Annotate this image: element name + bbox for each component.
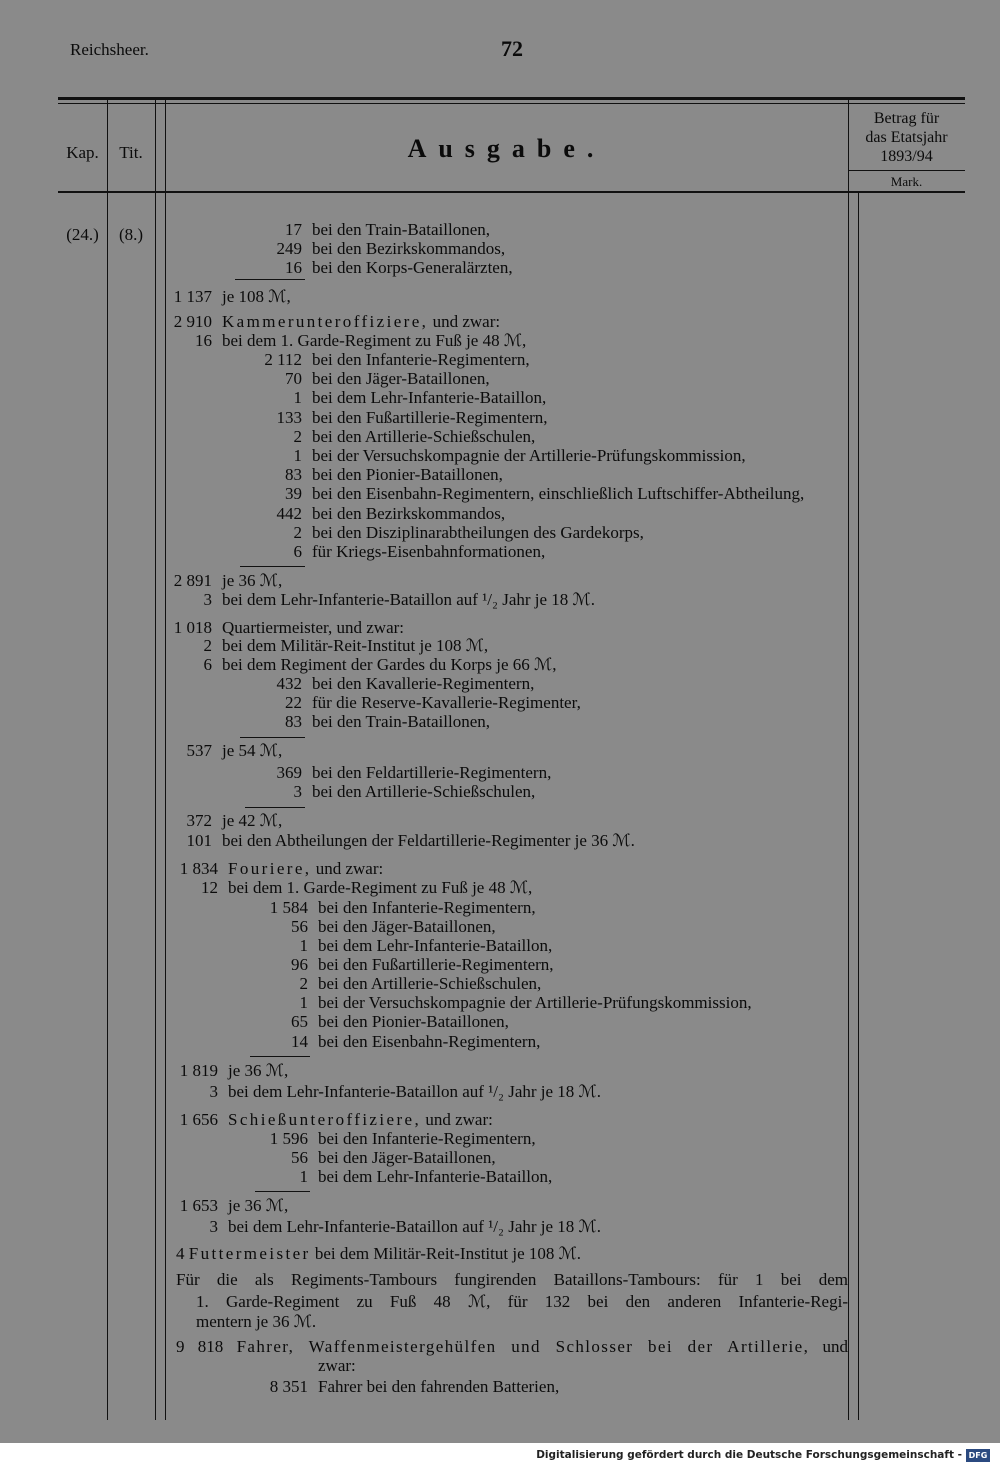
row-text: bei dem Lehr-Infanterie-Bataillon,: [318, 936, 553, 955]
row-text: bei den Artillerie-Schießschulen,: [318, 974, 542, 993]
row-count: 12: [201, 878, 218, 897]
page-number: 72: [501, 36, 523, 61]
row-text: bei dem 1. Garde-Regiment zu Fuß je 48 ℳ,: [228, 878, 533, 897]
row-heading: Schießunteroffiziere,: [228, 1110, 422, 1129]
titel-number: (8.): [118, 225, 144, 244]
row-count: 6: [203, 655, 212, 674]
row-count: 96: [291, 955, 308, 974]
subtotal-rule: [240, 566, 305, 567]
row-text: bei dem Militär-Reit-Institut je 108 ℳ.: [314, 1244, 582, 1263]
table-row: [165, 287, 291, 306]
row-count: 83: [285, 712, 302, 731]
table-row: [165, 674, 534, 693]
row-text: bei der Versuchskompagnie der Artillerie-Prüfungskommission,: [312, 446, 746, 465]
table-row: [165, 571, 282, 590]
row-count: 9 818: [176, 1337, 224, 1356]
tambours-paragraph-line: Für die als Regiments-Tambours fungirenden Bataillons-Tambours: für 1 bei dem: [176, 1270, 848, 1289]
row-heading: Fahrer, Waffenmeistergehülfen und Schlosser bei der Artillerie,: [236, 1337, 810, 1356]
row-text: bei dem Militär-Reit-Institut je 108 ℳ,: [222, 636, 489, 655]
subtotal-rule: [245, 807, 305, 808]
table-row: [165, 618, 404, 637]
row-count: 1 584: [269, 898, 308, 917]
row-count: 1 018: [173, 618, 212, 637]
row-text: bei den Abtheilungen der Feldartillerie-Regimenter je 36 ℳ.: [222, 831, 635, 850]
row-text: bei den Artillerie-Schießschulen,: [312, 782, 536, 801]
table-row: [165, 917, 496, 936]
row-text: bei den Jäger-Bataillonen,: [318, 917, 496, 936]
row-count: 16: [285, 258, 302, 277]
table-row: [165, 712, 490, 731]
column-divider-kap: [107, 100, 108, 1420]
row-count: 83: [285, 465, 302, 484]
column-header-unit: Mark.: [890, 174, 923, 189]
row-count: 8 351: [269, 1377, 308, 1396]
row-count: 56: [291, 917, 308, 936]
table-row: [176, 1337, 848, 1356]
table-row: [165, 693, 581, 712]
row-count: 1 656: [179, 1110, 218, 1129]
row-text: bei den Fußartillerie-Regimentern,: [318, 955, 554, 974]
row-count: 2 891: [173, 571, 212, 590]
row-count: 1 137: [173, 287, 212, 306]
table-row: [165, 831, 635, 850]
table-row: [165, 1167, 552, 1186]
table-row: [165, 258, 513, 277]
row-text: je 108 ℳ,: [222, 287, 291, 306]
table-row: [165, 446, 746, 465]
digitization-credit: Digitalisierung gefördert durch die Deutsche Forschungsgemeinschaft -: [536, 1449, 962, 1461]
table-row: [165, 331, 526, 350]
row-text: bei dem Lehr-Infanterie-Bataillon,: [312, 388, 547, 407]
row-count: 2: [293, 523, 302, 542]
table-row: [165, 590, 595, 609]
table-row: [165, 811, 282, 830]
row-text: bei den Train-Bataillonen,: [312, 712, 491, 731]
row-text: bei dem Lehr-Infanterie-Bataillon auf ¹/₂ Jahr je 18 ℳ.: [222, 590, 595, 609]
table-row: [165, 1032, 540, 1051]
row-text: bei den Feldartillerie-Regimentern,: [312, 763, 552, 782]
table-row: [165, 1061, 288, 1080]
tambours-paragraph-line: mentern je 36 ℳ.: [196, 1312, 317, 1331]
row-count: 101: [186, 831, 212, 850]
row-count: 442: [276, 504, 302, 523]
row-count: 1 819: [179, 1061, 218, 1080]
table-row: [165, 350, 530, 369]
row-continuation: zwar:: [318, 1356, 356, 1375]
column-divider-tit: [155, 100, 156, 1420]
row-count: 2: [299, 974, 308, 993]
table-row: [165, 936, 552, 955]
row-count: 56: [291, 1148, 308, 1167]
row-count: 39: [285, 484, 302, 503]
row-count: 372: [186, 811, 212, 830]
table-row: [165, 523, 644, 542]
tambours-paragraph-line: 1. Garde-Regiment zu Fuß 48 ℳ, für 132 bei den anderen Infanterie-Regi-: [196, 1292, 848, 1311]
table-row: [165, 859, 383, 878]
row-count: 2: [203, 636, 212, 655]
row-text: bei den Bezirkskommandos,: [312, 504, 506, 523]
row-heading: Futtermeister: [188, 1244, 311, 1263]
table-row: [165, 1129, 536, 1148]
row-count: 3: [203, 590, 212, 609]
row-count: 1: [299, 1167, 308, 1186]
row-count: 537: [186, 741, 212, 760]
row-count: 6: [293, 542, 302, 561]
table-row: [165, 1082, 601, 1101]
row-text: bei dem Lehr-Infanterie-Bataillon auf ¹/₂ Jahr je 18 ℳ.: [228, 1082, 601, 1101]
table-row: [165, 636, 488, 655]
row-text: [228, 1110, 493, 1129]
row-text: bei den Eisenbahn-Regimentern,: [318, 1032, 541, 1051]
row-text: je 42 ℳ,: [222, 811, 283, 830]
row-text: je 54 ℳ,: [222, 741, 283, 760]
row-count: 22: [285, 693, 302, 712]
row-count: 1 653: [179, 1196, 218, 1215]
top-rule-thick: [58, 97, 965, 100]
row-text: bei den Bezirkskommandos,: [312, 239, 506, 258]
row-count: 1: [299, 993, 308, 1012]
row-count: 369: [276, 763, 302, 782]
row-count: 3: [293, 782, 302, 801]
column-header-kap: Kap.: [66, 143, 99, 162]
subtotal-rule: [235, 279, 305, 280]
row-text: je 36 ℳ,: [222, 571, 283, 590]
row-count: 16: [195, 331, 212, 350]
table-row: [165, 465, 503, 484]
table-row: [165, 427, 535, 446]
table-row: [165, 763, 551, 782]
row-text: je 36 ℳ,: [228, 1196, 289, 1215]
table-row: [165, 369, 490, 388]
table-row: [176, 1244, 581, 1263]
running-title: Reichsheer.: [70, 40, 149, 59]
table-row: [165, 782, 535, 801]
row-text: bei den Infanterie-Regimentern,: [318, 1129, 536, 1148]
table-row: [165, 974, 541, 993]
row-text: bei den Infanterie-Regimentern,: [312, 350, 530, 369]
row-count: 2: [293, 427, 302, 446]
row-count: 14: [291, 1032, 308, 1051]
row-text: bei den Infanterie-Regimentern,: [318, 898, 536, 917]
table-row: [165, 484, 804, 503]
table-row: [165, 955, 554, 974]
subtotal-rule: [250, 1056, 310, 1057]
row-text: bei dem 1. Garde-Regiment zu Fuß je 48 ℳ,: [222, 331, 527, 350]
row-count: 1: [293, 446, 302, 465]
table-row: [165, 239, 505, 258]
row-text: bei den Pionier-Bataillonen,: [318, 1012, 509, 1031]
row-count: 3: [209, 1082, 218, 1101]
row-text: bei den Disziplinarabtheilungen des Gardekorps,: [312, 523, 644, 542]
row-count: 133: [276, 408, 302, 427]
row-count: 249: [276, 239, 302, 258]
row-text: [228, 859, 383, 878]
row-count: 65: [291, 1012, 308, 1031]
row-count: 2 112: [264, 350, 302, 369]
row-text: bei den Eisenbahn-Regimentern, einschließlich Luftschiffer-Abtheilung,: [312, 484, 805, 503]
column-divider-betrag-inner: [858, 193, 859, 1420]
row-count: 1: [299, 936, 308, 955]
table-row: [165, 1377, 559, 1396]
row-heading-rest: und zwar:: [425, 1110, 493, 1129]
row-text: bei den Pionier-Bataillonen,: [312, 465, 503, 484]
table-row: [165, 504, 505, 523]
table-row: [165, 1217, 601, 1236]
subtotal-rule: [255, 1191, 310, 1192]
row-text: bei den Jäger-Bataillonen,: [318, 1148, 496, 1167]
row-text: Fahrer bei den fahrenden Batterien,: [318, 1377, 560, 1396]
kapitel-number: (24.): [66, 225, 99, 244]
row-count: 432: [276, 674, 302, 693]
column-divider-betrag: [848, 100, 849, 1420]
table-row: [165, 1148, 496, 1167]
table-row: [165, 898, 536, 917]
row-text: Quartiermeister, und zwar:: [222, 618, 404, 637]
column-header-betrag-line1: Betrag für: [873, 110, 940, 127]
row-heading-rest: und zwar:: [432, 312, 501, 331]
row-text: bei den Train-Bataillonen,: [312, 220, 491, 239]
table-row: [165, 1110, 493, 1129]
row-text: bei den Fußartillerie-Regimentern,: [312, 408, 548, 427]
unit-rule: [848, 170, 965, 171]
table-row: [165, 388, 546, 407]
table-row: [165, 408, 548, 427]
subtotal-rule: [240, 737, 305, 738]
row-text: bei den Kavallerie-Regimentern,: [312, 674, 535, 693]
header-bottom-rule: [58, 191, 965, 193]
row-text: bei der Versuchskompagnie der Artillerie-Prüfungskommission,: [318, 993, 752, 1012]
row-count: 1: [293, 388, 302, 407]
row-text: für die Reserve-Kavallerie-Regimenter,: [312, 693, 581, 712]
row-heading: Kammerunteroffiziere,: [222, 312, 429, 331]
table-row: [165, 741, 282, 760]
row-count: 3: [209, 1217, 218, 1236]
column-header-betrag-line2: das Etatsjahr: [865, 129, 948, 146]
row-text: bei dem Lehr-Infanterie-Bataillon auf ¹/₂ Jahr je 18 ℳ.: [228, 1217, 601, 1236]
column-header-ausgabe: Ausgabe.: [407, 134, 606, 163]
row-text: bei dem Regiment der Gardes du Korps je 66 ℳ,: [222, 655, 557, 674]
row-text: je 36 ℳ,: [228, 1061, 289, 1080]
row-text: für Kriegs-Eisenbahnformationen,: [312, 542, 546, 561]
row-text: bei den Artillerie-Schießschulen,: [312, 427, 536, 446]
row-text: bei den Korps-Generalärzten,: [312, 258, 513, 277]
row-count: 4: [176, 1244, 185, 1263]
row-heading-rest: und: [822, 1337, 849, 1356]
table-row: [165, 542, 545, 561]
top-rule-thin: [58, 103, 965, 104]
dfg-logo-icon: DFG: [966, 1449, 990, 1462]
row-heading: Fouriere,: [228, 859, 312, 878]
column-header-tit: Tit.: [119, 143, 143, 162]
table-row: [165, 1196, 288, 1215]
row-count: 2 910: [173, 312, 212, 331]
row-text: [222, 312, 500, 331]
row-count: 70: [285, 369, 302, 388]
row-text: bei den Jäger-Bataillonen,: [312, 369, 490, 388]
table-row: [165, 878, 532, 897]
table-row: [165, 312, 500, 331]
table-row: [165, 993, 752, 1012]
row-heading-rest: und zwar:: [315, 859, 384, 878]
row-count: 17: [285, 220, 302, 239]
table-row: [165, 655, 557, 674]
table-row: [165, 1012, 509, 1031]
row-count: 1 834: [179, 859, 218, 878]
table-row: [165, 220, 490, 239]
column-header-betrag-line3: 1893/94: [880, 148, 933, 165]
row-count: 1 596: [269, 1129, 308, 1148]
row-text: bei dem Lehr-Infanterie-Bataillon,: [318, 1167, 553, 1186]
